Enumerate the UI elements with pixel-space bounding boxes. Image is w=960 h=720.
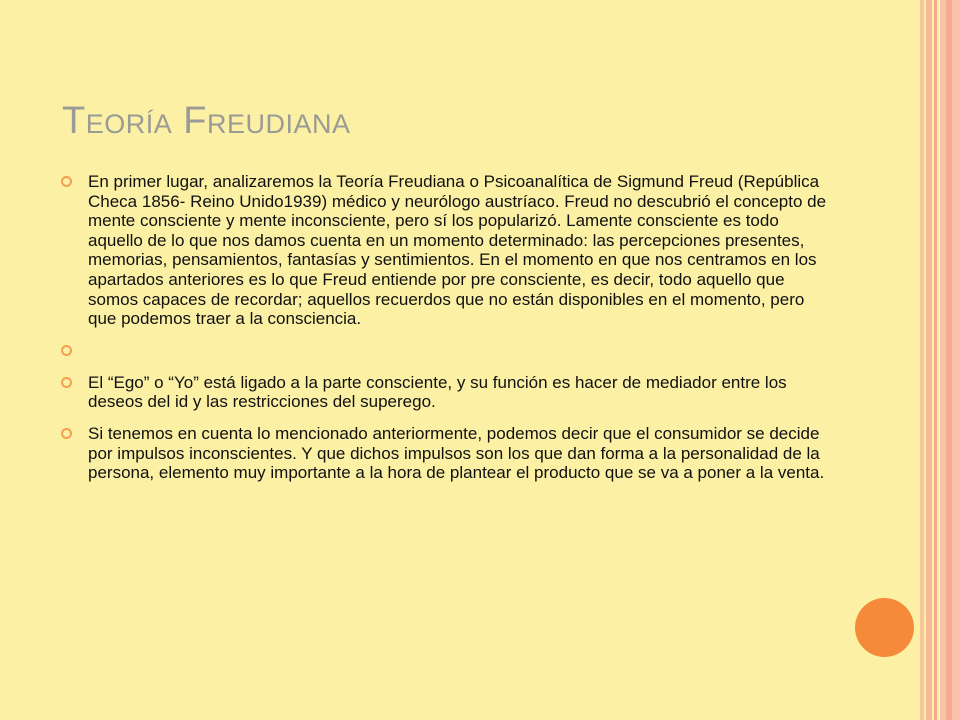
bullet-list bbox=[88, 172, 828, 495]
bullet-circle-icon bbox=[61, 428, 72, 439]
side-stripe-decoration bbox=[920, 0, 924, 720]
side-stripe-decoration bbox=[934, 0, 937, 720]
bullet-circle-icon bbox=[61, 377, 72, 388]
slide-title: Teoría Freudiana bbox=[62, 100, 351, 142]
bullet-circle-icon bbox=[61, 176, 72, 187]
bullet-text: El “Ego” o “Yo” está ligado a la parte consciente, y su función es hacer de mediador entre los deseos del id y las restricciones del superego. bbox=[88, 372, 787, 412]
bullet-item bbox=[88, 373, 828, 412]
decorative-circle bbox=[855, 598, 914, 657]
bullet-item bbox=[88, 424, 828, 483]
bullet-text: En primer lugar, analizaremos la Teoría Freudiana o Psicoanalítica de Sigmund Freud (República Checa 1856- Reino Unido1939) médico y neurólogo austríaco. Freud no descubrió el concepto de mente consciente y mente inconsciente, pero sí los popularizó. Lamente consciente es todo aquello de lo que nos damos cuenta en un momento determinado: las percepciones presentes, memorias, pensamientos, fantasías y sentimientos. En el momento en que nos centramos en los apartados anteriores es lo que Freud entiende por pre consciente, es decir, todo aquello que somos capaces de recordar; aquellos recuerdos que no están disponibles en el momento, pero que podemos traer a la consciencia. bbox=[88, 172, 827, 329]
side-stripe-decoration bbox=[926, 0, 932, 720]
bullet-text: Si tenemos en cuenta lo mencionado anteriormente, podemos decir que el consumidor se decide por impulsos inconscientes. Y que dichos impulsos son los que dan forma a la personalidad de la persona, elemento muy importante a la hora de plantear el producto que se va a poner a la venta. bbox=[88, 423, 825, 483]
bullet-item bbox=[88, 172, 828, 329]
bullet-circle-icon bbox=[61, 345, 72, 356]
side-stripe-decoration bbox=[946, 0, 952, 720]
bullet-item-empty bbox=[88, 341, 828, 361]
